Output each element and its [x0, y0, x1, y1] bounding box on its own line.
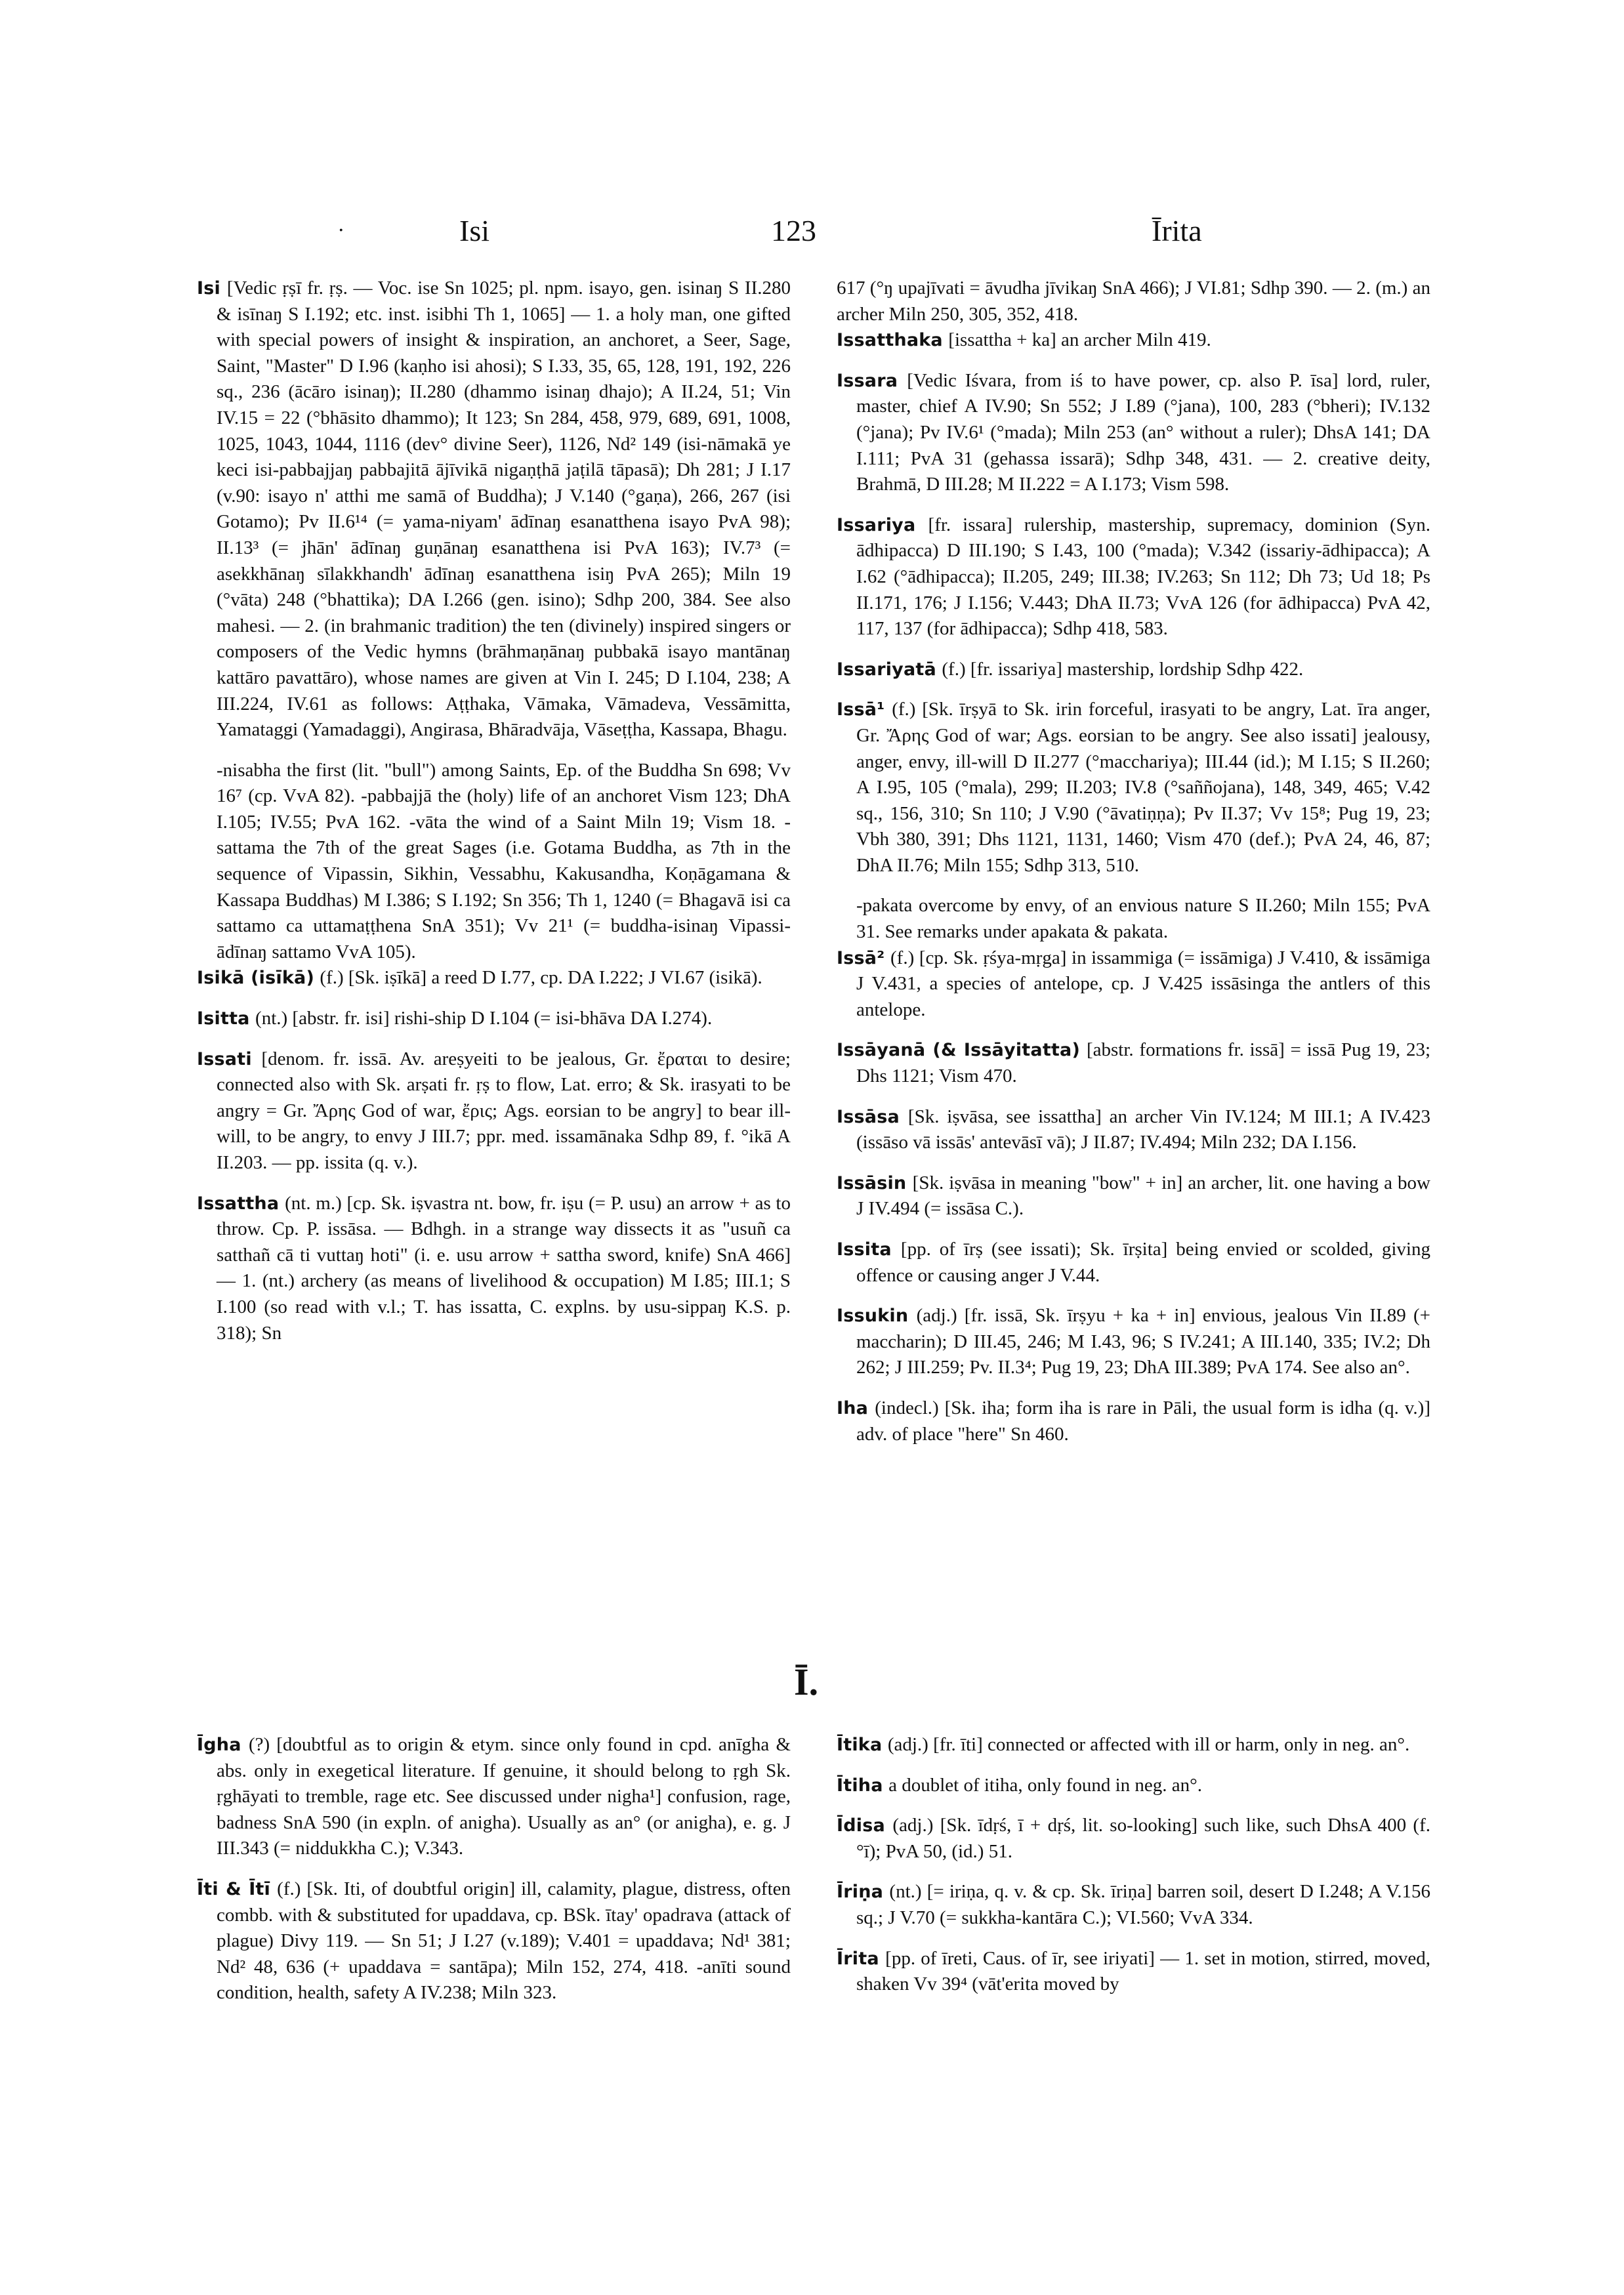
- dictionary-entry: [837, 1037, 1430, 1089]
- entry-text: (f.) [fr. issariya] mastership, lordship Sdhp 422.: [942, 658, 1304, 680]
- left-column-top: [197, 276, 791, 1361]
- headword: Issariya: [837, 514, 916, 535]
- sub-entry: [197, 758, 791, 966]
- dictionary-entry: [837, 1104, 1430, 1156]
- headword: Issariyatā: [837, 659, 936, 680]
- entry-text: -nisabha the first (lit. "bull") among Saints, Ep. of the Buddha Sn 698; Vv 16⁷ (cp. VvA 82). -pabbajjā the (holy) life of an anchoret Vism 123; DhA I.105; IV.55; PvA 162. -vāta the wind of a Saint Miln 19; Vism 18. -sattama the 7th of the great Sages (i.e. Gotama Buddha, as 7th in the sequence of Vipassin, Sikhin, Vessabhu, Kakusandha, Koṇāgamana & Kassapa Buddhas) M I.386; S I.192; Sn 356; Th 1, 1240 (= Bhagavā isi ca sattamo ca uttamaṭṭhena SnA 351); Vv 21¹ (= buddha-isinaŋ Vipassi-ādīnaŋ sattamo VvA 105).: [217, 759, 791, 962]
- headword: Issita: [837, 1239, 892, 1260]
- dictionary-entry: [837, 1396, 1430, 1447]
- entry-text: (nt.) [abstr. fr. isi] rishi-ship D I.104 (= isi-bhāva DA I.274).: [255, 1008, 713, 1029]
- dictionary-entry: [197, 965, 791, 991]
- right-column-top: [837, 276, 1430, 1462]
- dictionary-entry: [837, 657, 1430, 683]
- dictionary-entry: [837, 1879, 1430, 1931]
- headword: Iha: [837, 1397, 869, 1418]
- headword: Issati: [197, 1048, 252, 1069]
- headword: Īdisa: [837, 1815, 885, 1836]
- headword: Issā¹: [837, 699, 885, 720]
- right-column-bottom: [837, 1732, 1430, 2012]
- entry-text: (adj.) [fr. issā, Sk. īrṣyu + ka + in] envious, jealous Vin II.89 (+ maccharin); D III.45, 246; M I.43, 96; S IV.241; A III.140, 335; IV.2; Dh 262; J III.259; Pv. II.3⁴; Pug 19, 23; DhA III.389; PvA 174. See also an°.: [856, 1305, 1430, 1378]
- headword: Issattha: [197, 1193, 280, 1214]
- header-left-word: Isi: [459, 214, 489, 247]
- headword: Ītika: [837, 1735, 883, 1755]
- headword: Isitta: [197, 1008, 250, 1029]
- entry-text: [Vedic ṛṣī fr. ṛṣ. — Voc. ise Sn 1025; pl. npm. isayo, gen. isinaŋ S II.280 & isīnaŋ S I.192; etc. inst. isibhi Th 1, 1065] — 1. a holy man, one gifted with special powers of insight & inspiration, an anchoret, a Seer, Sage, Saint, "Master" D I.96 (kaṇho isi ahosi); S I.33, 35, 65, 128, 191, 192, 226 sq., 236 (ācāro isinaŋ); II.280 (dhammo isinaŋ dhajo); A II.24, 51; Vin IV.15 = 22 (°bhāsito dhammo); It 123; Sn 284, 458, 979, 689, 691, 1008, 1025, 1043, 1044, 1116 (dev° divine Seer), 1126, Nd² 149 (isi-nāmakā ye keci isi-pabbajjaŋ pabbajitā ājīvikā nigaṇṭhā jaṭilā tāpasā); Dh 281; J I.17 (v.90: isayo n' atthi me samā of Buddha); J V.140 (°gaṇa), 266, 267 (isi Gotamo); Pv II.6¹⁴ (= yama-niyam' ādīnaŋ esanatthena isayo PvA 98); II.13³ (= jhān' ādīnaŋ guṇānaŋ esanatthena isi PvA 163); IV.7³ (= asekkhānaŋ sīlakkhandh' ādīnaŋ esanatthena isiŋ PvA 265); Miln 19 (°vāta) 248 (°bhattika); DA I.266 (gen. isino); Sdhp 200, 384. See also mahesi. — 2. (in brahmanic tradition) the ten (divinely) inspired singers or composers of the Vedic hymns (brāhmaṇānaŋ pubbakā isayo mantānaŋ kattāro pavattāro), whose names are given at Vin I. 245; D I.104, 238; A III.224, IV.61 as follows: Aṭṭhaka, Vāmaka, Vāmadeva, Vessāmitta, Yamataggi (Yamadaggi), Angirasa, Bhāradvāja, Vāseṭṭha, Kassapa, Bhagu.: [217, 278, 791, 741]
- sub-entry: [837, 893, 1430, 945]
- header-dot: .: [338, 213, 344, 236]
- dictionary-entry: [837, 1773, 1430, 1799]
- dictionary-entry: [197, 1006, 791, 1032]
- entry-text: -pakata overcome by envy, of an envious nature S II.260; Miln 155; PvA 31. See remarks under apakata & pakata.: [856, 895, 1430, 943]
- headword: Ītiha: [837, 1775, 883, 1796]
- headword: Īgha: [197, 1735, 241, 1755]
- dictionary-entry: [197, 1046, 791, 1176]
- headword: Issatthaka: [837, 330, 943, 351]
- entry-text: 617 (°ŋ upajīvati = āvudha jīvikaŋ SnA 466); J VI.81; Sdhp 390. — 2. (m.) an archer Miln 250, 305, 352, 418.: [837, 278, 1430, 325]
- dictionary-entry: [837, 1170, 1430, 1222]
- entry-text: [Sk. iṣvāsa, see issattha] an archer Vin IV.124; M III.1; A IV.423 (issāso vā issās' antevāsī vā); J II.87; IV.494; Miln 232; DA I.156.: [856, 1106, 1430, 1153]
- headword: Issāyanā (& Issāyitatta): [837, 1040, 1080, 1061]
- headword: Isi: [197, 278, 220, 299]
- entry-text: (f.) [Sk. īrṣyā to Sk. irin forceful, irasyati to be angry, Lat. īra anger, Gr. Ἄρης God of war; Ags. eorsian to be angry. See also issati] jealousy, anger, envy, ill-will D II.277 (°macchariya); III.44 (id.); M I.15; S II.260; A I.95, 105 (°mala), 299; II.203; IV.8 (°saññojana), 148, 349, 465; V.42 sq., 156, 310; Sn 110; J V.90 (°āvatiṇṇa); Pv II.37; Vv 15⁸; Pug 19, 23; Vbh 380, 391; Dhs 1121, 1131, 1460; Vism 470 (def.); PvA 24, 46, 87; DhA II.76; Miln 155; Sdhp 313, 510.: [856, 699, 1430, 876]
- entry-text: [Sk. iṣvāsa in meaning "bow" + in] an archer, lit. one having a bow J IV.494 (= issāsa C.).: [856, 1172, 1430, 1220]
- dictionary-entry: [197, 1732, 791, 1862]
- dictionary-entry: [837, 1237, 1430, 1289]
- headword: Issāsin: [837, 1172, 907, 1193]
- dictionary-entry: [197, 276, 791, 743]
- entry-text: (f.) [cp. Sk. ṛśya-mṛga] in issammiga (= issāmiga) J V.410, & issāmiga J V.431, a species of antelope, cp. J V.425 issāsinga the antlers of this antelope.: [856, 947, 1430, 1020]
- dictionary-entry: [197, 1191, 791, 1347]
- dictionary-entry: [837, 327, 1430, 354]
- dictionary-entry: [837, 1732, 1430, 1758]
- entry-text: (?) [doubtful as to origin & etym. since only found in cpd. anīgha & abs. only in exegetical literature. If genuine, it should belong to ṛgh Sk. ṛghāyati to tremble, rage etc. See discussed under nigha¹] confusion, rage, badness SnA 590 (in expln. of anigha). Usually as an° (or anigha), e. g. J III.343 (= niddukkha C.); V.343.: [217, 1734, 791, 1859]
- left-column-bottom: [197, 1732, 791, 2021]
- entry-text: (nt.) [= iriṇa, q. v. & cp. Sk. īriṇa] barren soil, desert D I.248; A V.156 sq.; J V.70 (= sukkha-kantāra C.); VI.560; VvA 334.: [856, 1881, 1430, 1928]
- entry-text: [Vedic Iśvara, from iś to have power, cp. also P. īsa] lord, ruler, master, chief A IV.90; Sn 552; J I.89 (°jana), 100, 283 (°bheri); IV.132 (°jana); Pv IV.6¹ (°mada); Miln 253 (an° without a ruler); DhsA 141; DA I.111; PvA 31 (gehassa issarā); Sdhp 348, 431. — 2. creative deity, Brahmā, D III.28; M II.222 = A I.173; Vism 598.: [856, 369, 1430, 495]
- headword: Issara: [837, 370, 898, 391]
- section-letter: Ī.: [794, 1661, 819, 1703]
- headword: Issukin: [837, 1306, 909, 1327]
- entry-text: (indecl.) [Sk. iha; form iha is rare in Pāli, the usual form is idha (q. v.)] adv. of place "here" Sn 460.: [856, 1397, 1430, 1445]
- entry-text: [pp. of īrṣ (see issati); Sk. īrṣita] being envied or scolded, giving offence or causing anger J V.44.: [856, 1239, 1430, 1286]
- headword: Īrita: [837, 1948, 879, 1969]
- entry-text: [pp. of īreti, Caus. of īr, see iriyati] — 1. set in motion, stirred, moved, shaken Vv 39⁴ (vāt'erita moved by: [856, 1947, 1430, 1995]
- dictionary-entry: [837, 368, 1430, 498]
- headword: Īti & Ītī: [197, 1878, 270, 1899]
- headword: Issā²: [837, 947, 885, 968]
- dictionary-entry: [197, 1876, 791, 2006]
- entry-text: (f.) [Sk. Iti, of doubtful origin] ill, calamity, plague, distress, often combb. with & substituted for upaddava, cp. BSk. ītay' opadrava (attack of plague) Divy 119. — Sn 51; J I.27 (v.189); V.401 = upaddava; Nd¹ 381; Nd² 48, 636 (+ upaddava = santāpa); Miln 152, 274, 418. -anīti sound condition, health, safety A IV.238; Miln 323.: [217, 1878, 791, 2004]
- page-number: 123: [771, 214, 816, 247]
- dictionary-entry: [837, 945, 1430, 1023]
- dictionary-entry: [837, 512, 1430, 642]
- dictionary-entry: [837, 1303, 1430, 1381]
- entry-text: (nt. m.) [cp. Sk. iṣvastra nt. bow, fr. iṣu (= P. usu) an arrow + as to throw. Cp. P. issāsa. — Bdhgh. in a strange way dissects it as "usuñ ca satthañ cā ti vuttaŋ hoti" (i. e. usu arrow + sattha sword, knife) SnA 466] — 1. (nt.) archery (as means of livelihood & occupation) M I.85; III.1; S I.100 (so read with v.l.; T. has issatta, C. explns. by usu-sippaŋ K.S. p. 318); Sn: [217, 1192, 791, 1344]
- entry-text: [abstr. formations fr. issā] = issā Pug 19, 23; Dhs 1121; Vism 470.: [856, 1039, 1430, 1087]
- headword: Īriṇa: [837, 1882, 884, 1903]
- dictionary-entry: [837, 1946, 1430, 1998]
- entry-text: a doublet of itiha, only found in neg. an°.: [888, 1774, 1203, 1796]
- entry-text: [fr. issara] rulership, mastership, supremacy, dominion (Syn. ādhipacca) D III.190; S I.43, 100 (°mada); V.342 (issariy-ādhipacca); A I.62 (°ādhipacca); II.205, 249; III.38; IV.263; Sn 112; Dh 73; Ud 18; Ps II.171, 176; J I.156; V.443; DhA II.73; VvA 126 (for ādhipacca) PvA 42, 117, 137 (for ādhipacca); Sdhp 418, 583.: [856, 514, 1430, 640]
- headword: Isikā (isīkā): [197, 968, 314, 989]
- header-right-word: Īrita: [1152, 214, 1202, 247]
- entry-text: (adj.) [Sk. īdṛś, ī + dṛś, lit. so-looking] such like, such DhsA 400 (f. °ī); PvA 50, (id.) 51.: [856, 1815, 1430, 1862]
- entry-text: (f.) [Sk. iṣīkā] a reed D I.77, cp. DA I.222; J VI.67 (isikā).: [320, 967, 762, 989]
- entry-text: [denom. fr. issā. Av. areṣyeiti to be jealous, Gr. ἔραται to desire; connected also with Sk. arṣati fr. ṛṣ to flow, Lat. erro; & Sk. irasyati to be angry = Gr. Ἄρης God of war, ἔρις; Ags. eorsian to be angry] to bear ill-will, to be angry, to envy J III.7; ppr. med. issamānaka Sdhp 89, f. °ikā A II.203. — pp. issita (q. v.).: [217, 1048, 791, 1173]
- entry-text: [issattha + ka] an archer Miln 419.: [948, 329, 1211, 351]
- headword: Issāsa: [837, 1106, 900, 1127]
- dictionary-entry: [837, 276, 1430, 327]
- entry-text: (adj.) [fr. īti] connected or affected with ill or harm, only in neg. an°.: [887, 1734, 1410, 1755]
- dictionary-entry: [837, 697, 1430, 879]
- dictionary-entry: [837, 1813, 1430, 1865]
